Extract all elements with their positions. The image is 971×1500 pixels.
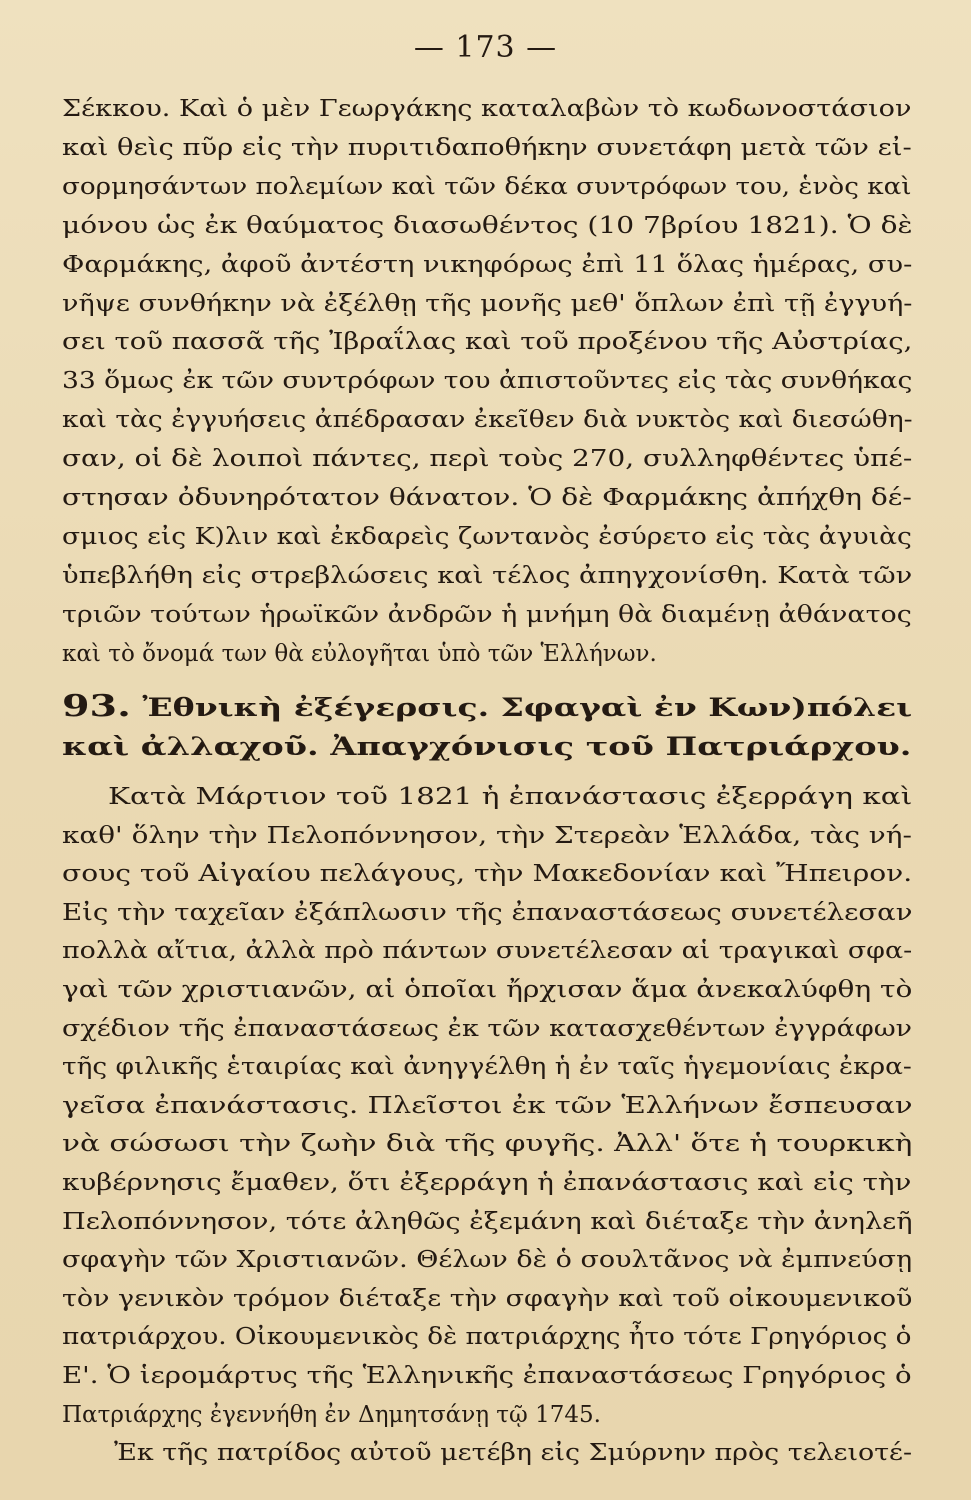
text-line: τῆς φιλικῆς ἑταιρίας καὶ ἀνηγγέλθη ἡ ἐν ταῖς ἡγεμονίαις ἐκρα- — [62, 1054, 912, 1081]
text-line: σχέδιον τῆς ἐπαναστάσεως ἐκ τῶν κατασχεθέντων ἐγγράφων — [62, 1015, 913, 1042]
text-line: νὰ σώσωσι τὴν ζωὴν διὰ τῆς φυγῆς. Ἀλλ' ὅτε ἡ τουρκικὴ — [62, 1131, 913, 1158]
text-line: πολλὰ αἴτια, ἀλλὰ πρὸ πάντων συνετέλεσαν αἱ τραγικαὶ σφα- — [62, 938, 913, 965]
text-line: Σέκκου. Καὶ ὁ μὲν Γεωργάκης καταλαβὼν τὸ κωδωνοστάσιον — [62, 96, 912, 122]
text-line: σαν, οἱ δὲ λοιποὶ πάντες, περὶ τοὺς 270, συλληφθέντες ὑπέ- — [62, 446, 913, 473]
section-title-continued: καὶ ἀλλαχοῦ. Ἀπαγχόνισις τοῦ Πατριάρχου. — [62, 732, 912, 761]
text-line: κυβέρνησις ἔμαθεν, ὅτι ἐξερράγη ἡ ἐπανάστασις καὶ εἰς τὴν — [62, 1170, 912, 1196]
text-line: καθ' ὅλην τὴν Πελοπόννησον, τὴν Στερεὰν Ἑλλάδα, τὰς νή- — [62, 822, 912, 849]
text-line: στησαν ὀδυνηρότατον θάνατον. Ὁ δὲ Φαρμάκης ἀπήχθη δέ- — [62, 485, 912, 511]
text-line: σφαγὴν τῶν Χριστιανῶν. Θέλων δὲ ὁ σουλτᾶνος νὰ ἐμπνεύσῃ — [62, 1247, 913, 1274]
text-line: καὶ τὸ ὄνομά των θὰ εὐλογῆται ὑπὸ τῶν Ἑλλήνων. — [62, 640, 657, 667]
page-number: — 173 — — [413, 30, 558, 65]
text-line: καὶ θεὶς πῦρ εἰς τὴν πυριτιδαποθήκην συνετάφη μετὰ τῶν εἰ- — [62, 134, 912, 161]
text-line: σορμησάντων πολεμίων καὶ τῶν δέκα συντρόφων του, ἑνὸς καὶ — [62, 173, 912, 200]
text-line: ὑπεβλήθη εἰς στρεβλώσεις καὶ τέλος ἀπηγχονίσθη. Κατὰ τῶν — [62, 562, 913, 589]
text-line: Πελοπόννησον, τότε ἀληθῶς ἐξεμάνη καὶ διέταξε τὴν ἀνηλεῆ — [62, 1208, 913, 1235]
text-line: Κατὰ Μάρτιον τοῦ 1821 ἡ ἐπανάστασις ἐξερράγη καὶ — [108, 784, 913, 810]
text-line: Ε'. Ὁ ἱερομάρτυς τῆς Ἑλληνικῆς ἐπαναστάσεως Γρηγόριος ὁ — [62, 1363, 912, 1389]
text-line: σει τοῦ πασσᾶ τῆς Ἰβραΐλας καὶ τοῦ προξένου τῆς Αὐστρίας, — [62, 329, 913, 356]
section-number: 93. — [62, 689, 131, 724]
text-line: γεῖσα ἐπανάστασις. Πλεῖστοι ἐκ τῶν Ἑλλήνων ἔσπευσαν — [62, 1092, 913, 1119]
text-line: σμιος εἰς Κ)λιν καὶ ἐκδαρεὶς ζωντανὸς ἐσύρετο εἰς τὰς ἀγυιὰς — [62, 523, 912, 550]
text-line: Ἐκ τῆς πατρίδος αὐτοῦ μετέβη εἰς Σμύρνην πρὸς τελειοτέ- — [114, 1440, 913, 1467]
text-line: Φαρμάκης, ἀφοῦ ἀντέστη νικηφόρως ἐπὶ 11 ὅλας ἡμέρας, συ- — [62, 251, 913, 278]
text-line: νῆψε συνθήκην νὰ ἐξέλθῃ τῆς μονῆς μεθ' ὅπλων ἐπὶ τῇ ἐγγυή- — [62, 290, 913, 317]
text-line: τὸν γενικὸν τρόμον διέταξε τὴν σφαγὴν καὶ τοῦ οἰκουμενικοῦ — [62, 1285, 913, 1312]
text-line: πατριάρχου. Οἰκουμενικὸς δὲ πατριάρχης ἦτο τότε Γρηγόριος ὁ — [62, 1324, 912, 1351]
text-line: τριῶν τούτων ἡρωϊκῶν ἀνδρῶν ἡ μνήμη θὰ διαμένῃ ἀθάνατος — [62, 601, 912, 628]
text-line: καὶ τὰς ἐγγυήσεις ἀπέδρασαν ἐκεῖθεν διὰ νυκτὸς καὶ διεσώθη- — [62, 407, 913, 434]
text-line: γαὶ τῶν χριστιανῶν, αἱ ὁποῖαι ἤρχισαν ἅμα ἀνεκαλύφθη τὸ — [62, 977, 913, 1003]
text-line: Εἰς τὴν ταχεῖαν ἐξάπλωσιν τῆς ἐπαναστάσεως συνετέλεσαν — [62, 899, 913, 926]
text-line: 33 ὅμως ἐκ τῶν συντρόφων του ἀπιστοῦντες εἰς τὰς συνθήκας — [62, 368, 913, 395]
section-title: Ἐθνικὴ ἐξέγερσις. Σφαγαὶ ἐν Κων)πόλει — [142, 693, 913, 722]
text-line: σους τοῦ Αἰγαίου πελάγους, τὴν Μακεδονίαν καὶ Ἤπειρον. — [62, 861, 913, 888]
text-line: μόνου ὡς ἐκ θαύματος διασωθέντος (10 7βρίου 1821). Ὁ δὲ — [62, 212, 913, 239]
text-line: Πατριάρχης ἐγεννήθη ἐν Δημητσάνῃ τῷ 1745. — [62, 1401, 601, 1428]
